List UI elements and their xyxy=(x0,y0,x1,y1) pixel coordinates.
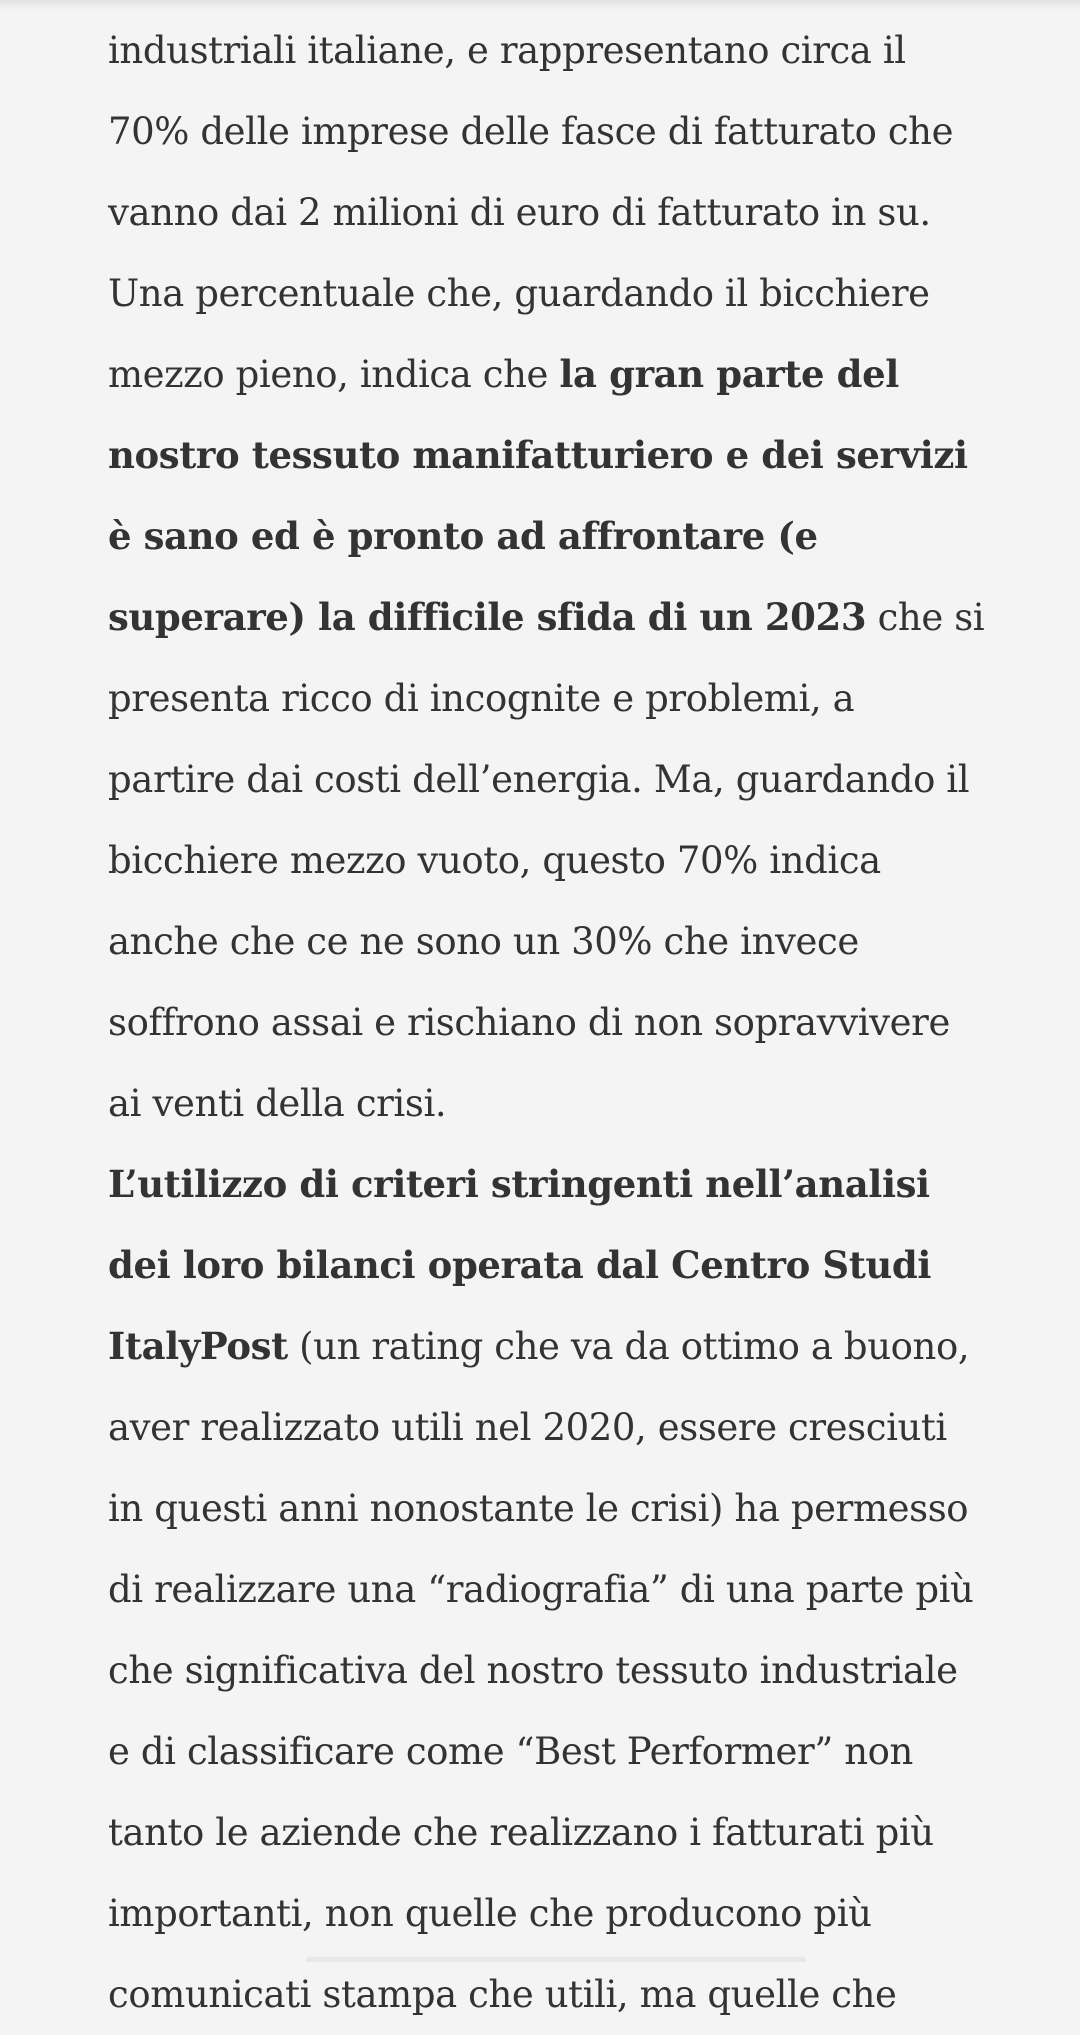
article-body xyxy=(108,10,988,2035)
paragraph-2 xyxy=(108,253,988,1144)
paragraph-2-text-a: Una percentuale che, guardando il bicchiere mezzo pieno, indica che xyxy=(108,272,930,396)
paragraph-3-text-b: (un rating che va da ottimo a buono, aver realizzato utili nel 2020, essere cresciuti in questi anni nonostante le crisi) ha permesso di realizzare una “radiografia” di una parte più che significativa del nostro tessuto industriale e di classificare come “Best Performer” non tanto le aziende che realizzano i fatturati più importanti, non quelle che producono più comunicati stampa che utili, ma quelle che xyxy=(108,1325,974,2016)
top-shadow xyxy=(0,0,1080,10)
home-indicator[interactable] xyxy=(306,1957,806,1962)
paragraph-2-bold: la gran parte del nostro tessuto manifatturiero e dei servizi è sano ed è pronto ad affrontare (e superare) la difficile sfida di un 2023 xyxy=(108,352,968,639)
paragraph-2-text-b: che si presenta ricco di incognite e problemi, a partire dai costi dell’energia. Ma, guardando il bicchiere mezzo vuoto, questo 70% indica anche che ce ne sono un 30% che invece soffrono assai e rischiano di non sopravvivere ai venti della crisi. xyxy=(108,596,985,1125)
paragraph-1: industriali italiane, e rappresentano circa il 70% delle imprese delle fasce di fatturato che vanno dai 2 milioni di euro di fatturato in su. xyxy=(108,29,954,234)
paragraph-3-bold: L’utilizzo di criteri stringenti nell’analisi dei loro bilanci operata dal Centro Studi ItalyPost xyxy=(108,1162,932,1368)
paragraph-3 xyxy=(108,1144,988,2035)
